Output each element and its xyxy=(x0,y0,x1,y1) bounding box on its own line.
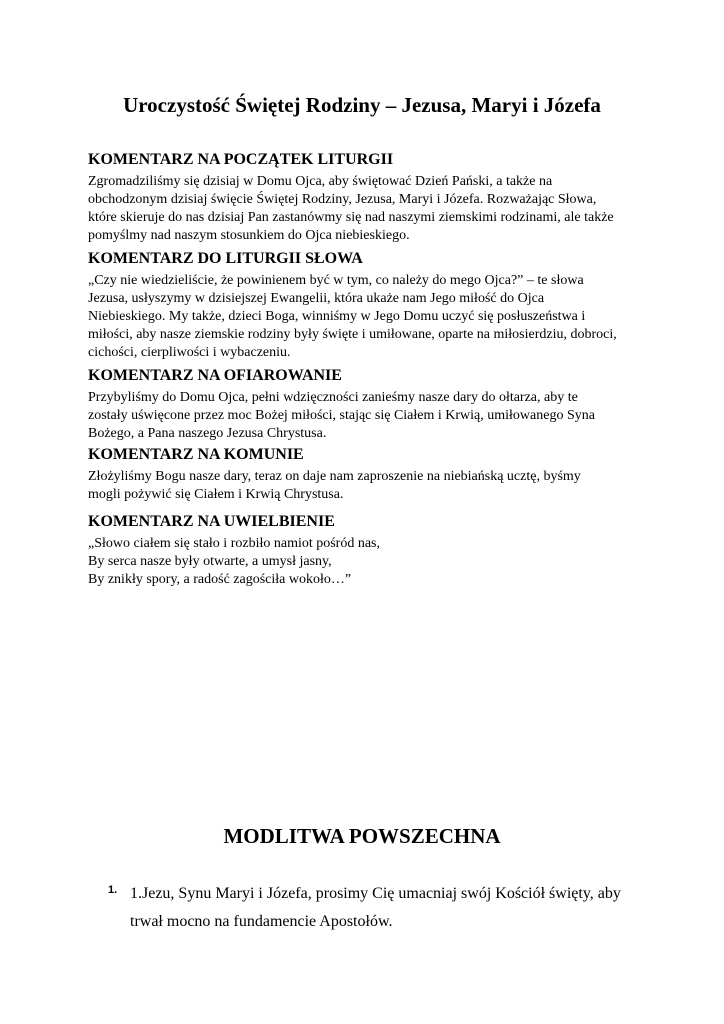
intentions-list xyxy=(88,880,648,936)
section-offertory-comment xyxy=(88,366,648,443)
section-opening-comment xyxy=(88,150,648,245)
document-title: Uroczystość Świętej Rodziny – Jezusa, Maryi i Józefa xyxy=(123,93,601,117)
section-heading: KOMENTARZ NA POCZĄTEK LITURGII xyxy=(88,151,394,168)
section-liturgy-of-word-comment xyxy=(88,249,648,362)
list-item xyxy=(88,880,648,936)
prayer-title: MODLITWA POWSZECHNA xyxy=(223,824,501,848)
section-heading: KOMENTARZ DO LITURGII SŁOWA xyxy=(88,250,363,267)
section-heading: KOMENTARZ NA OFIAROWANIE xyxy=(88,367,342,384)
section-heading: KOMENTARZ NA KOMUNIE xyxy=(88,446,304,463)
intention-number: 1. xyxy=(108,884,118,896)
section-text: „Słowo ciałem się stało i rozbiło namiot pośród nas, By serca nasze były otwarte, a umysł jasny, By znikły spory, a radość zagościła wokoło…” xyxy=(88,536,381,587)
section-text: Złożyliśmy Bogu nasze dary, teraz on daje nam zaproszenie na niebiańską ucztę, byśmy mogli pożywić się Ciałem i Krwią Chrystusa. xyxy=(88,469,581,502)
intention-text: 1.Jezu, Synu Maryi i Józefa, prosimy Cię umacniaj swój Kościół święty, aby trwał mocno na fundamencie Apostołów. xyxy=(130,885,621,930)
section-text: „Czy nie wiedzieliście, że powinienem być w tym, co należy do mego Ojca?” – te słowa Jezusa, usłyszymy w dzisiejszej Ewangelii, która ukaże nam Jego miłość do Ojca Niebieskiego. My także, dzieci Boga, winniśmy w Jego Domu uczyć się posłuszeństwa i miłości, aby nasze ziemskie rodziny były święte i umiłowane, oparte na miłosierdziu, dobroci, cichości, cierpliwości i wybaczeniu. xyxy=(88,273,617,360)
section-heading: KOMENTARZ NA UWIELBIENIE xyxy=(88,513,335,530)
section-adoration-comment xyxy=(88,512,648,589)
section-communion-comment xyxy=(88,445,648,504)
section-text: Zgromadziliśmy się dzisiaj w Domu Ojca, aby świętować Dzień Pański, a także na obchodzonym dzisiaj święcie Świętej Rodziny, Jezusa, Maryi i Józefa. Rozważając Słowa, które skieruje do nas dzisiaj Pan zastanówmy się nad naszymi ziemskimi rodzinami, ale także pomyślmy nad naszym stosunkiem do Ojca niebieskiego. xyxy=(88,174,614,243)
section-text: Przybyliśmy do Domu Ojca, pełni wdzięczności zanieśmy nasze dary do ołtarza, aby te zostały uświęcone przez moc Bożej miłości, stając się Ciałem i Krwią, umiłowanego Syna Bożego, a Pana naszego Jezusa Chrystusa. xyxy=(88,390,595,441)
